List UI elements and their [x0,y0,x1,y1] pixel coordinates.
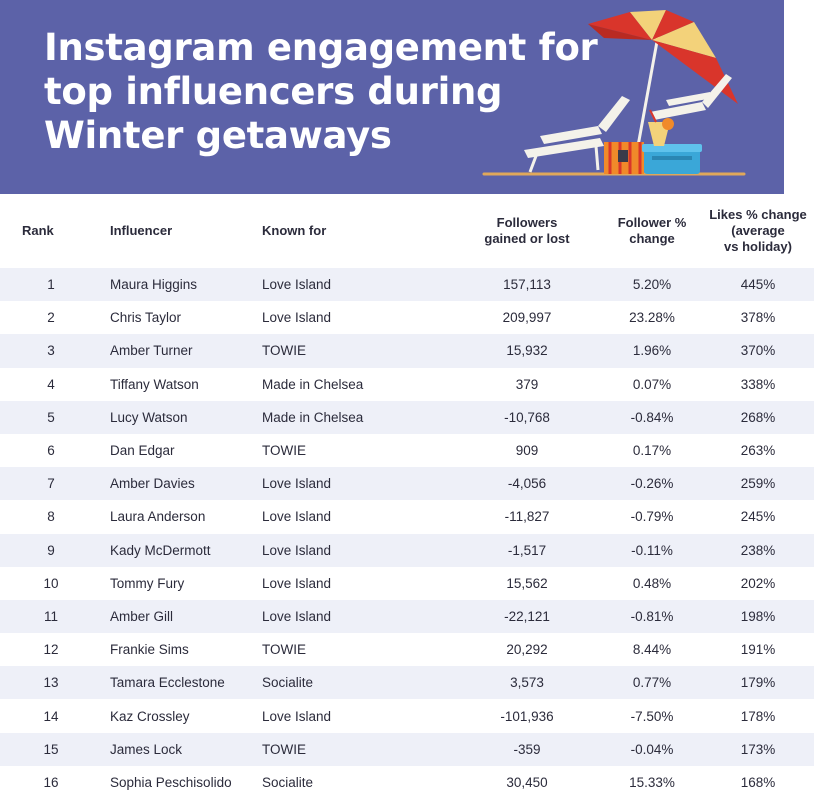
cell-likes-pct: 238% [702,534,814,567]
table-row [0,699,814,732]
cell-rank: 12 [0,633,102,666]
cell-likes-pct: 173% [702,733,814,766]
cell-follower-pct: 0.77% [602,666,702,699]
cell-known-for: Love Island [262,567,452,600]
cell-rank: 13 [0,666,102,699]
column-header-follower-pct-line-2: change [629,231,675,246]
cell-likes-pct: 370% [702,334,814,367]
cell-followers: 157,113 [452,268,602,301]
cell-rank: 11 [0,600,102,633]
cell-likes-pct: 338% [702,368,814,401]
cell-known-for: TOWIE [262,633,452,666]
cell-follower-pct: 5.20% [602,268,702,301]
cell-influencer: Amber Turner [102,334,262,367]
cell-known-for: Socialite [262,766,452,799]
cell-followers: 30,450 [452,766,602,799]
column-header-known-for: Known for [262,223,327,238]
cell-likes-pct: 168% [702,766,814,799]
cell-followers: 15,562 [452,567,602,600]
cell-known-for: Love Island [262,467,452,500]
title-line-1: Instagram engagement for [44,26,598,69]
cell-followers: 909 [452,434,602,467]
cell-followers: 20,292 [452,633,602,666]
cell-followers: -22,121 [452,600,602,633]
cell-influencer: Tamara Ecclestone [102,666,262,699]
column-header-followers [452,194,602,268]
cell-rank: 6 [0,434,102,467]
cell-follower-pct: -0.11% [602,534,702,567]
column-header-likes-pct-line-3: vs holiday) [724,239,792,254]
cell-likes-pct: 198% [702,600,814,633]
cell-likes-pct: 263% [702,434,814,467]
cell-follower-pct: 15.33% [602,766,702,799]
column-header-influencer: Influencer [110,223,173,238]
cooler-box [642,144,702,174]
table-row [0,500,814,533]
cell-known-for: Love Island [262,500,452,533]
cell-known-for: Love Island [262,699,452,732]
table-row [0,368,814,401]
header-banner [0,0,784,194]
cell-influencer: Maura Higgins [102,268,262,301]
cell-followers: 209,997 [452,301,602,334]
table-row [0,633,814,666]
title-line-2: top influencers during [44,70,503,113]
cell-influencer: Kaz Crossley [102,699,262,732]
table-row [0,567,814,600]
table-row [0,766,814,799]
column-header-rank: Rank [22,223,54,238]
cell-likes-pct: 245% [702,500,814,533]
cell-likes-pct: 378% [702,301,814,334]
table-row [0,334,814,367]
cell-known-for: Love Island [262,534,452,567]
column-header-followers-line-2: gained or lost [484,231,570,246]
cell-known-for: Made in Chelsea [262,368,452,401]
cell-follower-pct: -0.81% [602,600,702,633]
column-header-follower-pct [602,194,702,268]
cell-rank: 1 [0,268,102,301]
cell-known-for: Socialite [262,666,452,699]
cell-influencer: Tommy Fury [102,567,262,600]
table-row [0,600,814,633]
title-line-3: Winter getaways [44,114,392,157]
cell-follower-pct: 23.28% [602,301,702,334]
cell-rank: 14 [0,699,102,732]
column-header-likes-pct-line-2: (average [731,223,785,238]
cell-followers: -4,056 [452,467,602,500]
cell-follower-pct: 8.44% [602,633,702,666]
cell-influencer: Laura Anderson [102,500,262,533]
cell-followers: 15,932 [452,334,602,367]
cell-followers: 379 [452,368,602,401]
column-header-followers-line-1: Followers [496,215,558,230]
cell-influencer: Dan Edgar [102,434,262,467]
cell-rank: 7 [0,467,102,500]
cell-known-for: Love Island [262,301,452,334]
beach-bag [604,142,644,174]
cell-follower-pct: 1.96% [602,334,702,367]
column-header-follower-pct-line-1: Follower % [617,215,687,230]
cell-known-for: TOWIE [262,733,452,766]
cell-follower-pct: -0.84% [602,401,702,434]
cell-influencer: James Lock [102,733,262,766]
table-header-row [0,194,814,268]
table-row [0,268,814,301]
table-body [0,268,814,799]
cell-influencer: Amber Gill [102,600,262,633]
cell-followers: -10,768 [452,401,602,434]
beach-umbrella-illustration [480,0,784,194]
cell-known-for: TOWIE [262,334,452,367]
cell-rank: 8 [0,500,102,533]
cell-influencer: Kady McDermott [102,534,262,567]
cell-likes-pct: 202% [702,567,814,600]
table-row [0,733,814,766]
cell-follower-pct: -0.26% [602,467,702,500]
cell-influencer: Tiffany Watson [102,368,262,401]
cell-follower-pct: 0.48% [602,567,702,600]
cell-rank: 4 [0,368,102,401]
cell-likes-pct: 179% [702,666,814,699]
cell-likes-pct: 191% [702,633,814,666]
cell-known-for: Made in Chelsea [262,401,452,434]
cell-follower-pct: 0.17% [602,434,702,467]
cell-followers: -101,936 [452,699,602,732]
cell-influencer: Sophia Peschisolido [102,766,262,799]
cell-rank: 10 [0,567,102,600]
cell-rank: 2 [0,301,102,334]
engagement-table-wrapper [0,194,807,799]
cell-follower-pct: 0.07% [602,368,702,401]
cell-follower-pct: -0.79% [602,500,702,533]
cell-influencer: Amber Davies [102,467,262,500]
cell-influencer: Frankie Sims [102,633,262,666]
table-row [0,401,814,434]
cell-rank: 3 [0,334,102,367]
cell-follower-pct: -0.04% [602,733,702,766]
column-header-likes-pct-line-1: Likes % change [709,207,807,222]
cell-followers: -1,517 [452,534,602,567]
engagement-table [0,194,814,799]
cell-influencer: Lucy Watson [102,401,262,434]
cell-influencer: Chris Taylor [102,301,262,334]
cell-followers: 3,573 [452,666,602,699]
cell-known-for: TOWIE [262,434,452,467]
cell-follower-pct: -7.50% [602,699,702,732]
table-row [0,301,814,334]
cell-rank: 9 [0,534,102,567]
cell-known-for: Love Island [262,268,452,301]
cell-rank: 15 [0,733,102,766]
cell-followers: -359 [452,733,602,766]
column-header-likes-pct [702,194,814,268]
cell-followers: -11,827 [452,500,602,533]
cell-rank: 5 [0,401,102,434]
cell-likes-pct: 268% [702,401,814,434]
cell-likes-pct: 445% [702,268,814,301]
table-row [0,467,814,500]
table-row [0,434,814,467]
table-row [0,666,814,699]
cell-likes-pct: 259% [702,467,814,500]
cell-known-for: Love Island [262,600,452,633]
cell-rank: 16 [0,766,102,799]
table-row [0,534,814,567]
cell-likes-pct: 178% [702,699,814,732]
